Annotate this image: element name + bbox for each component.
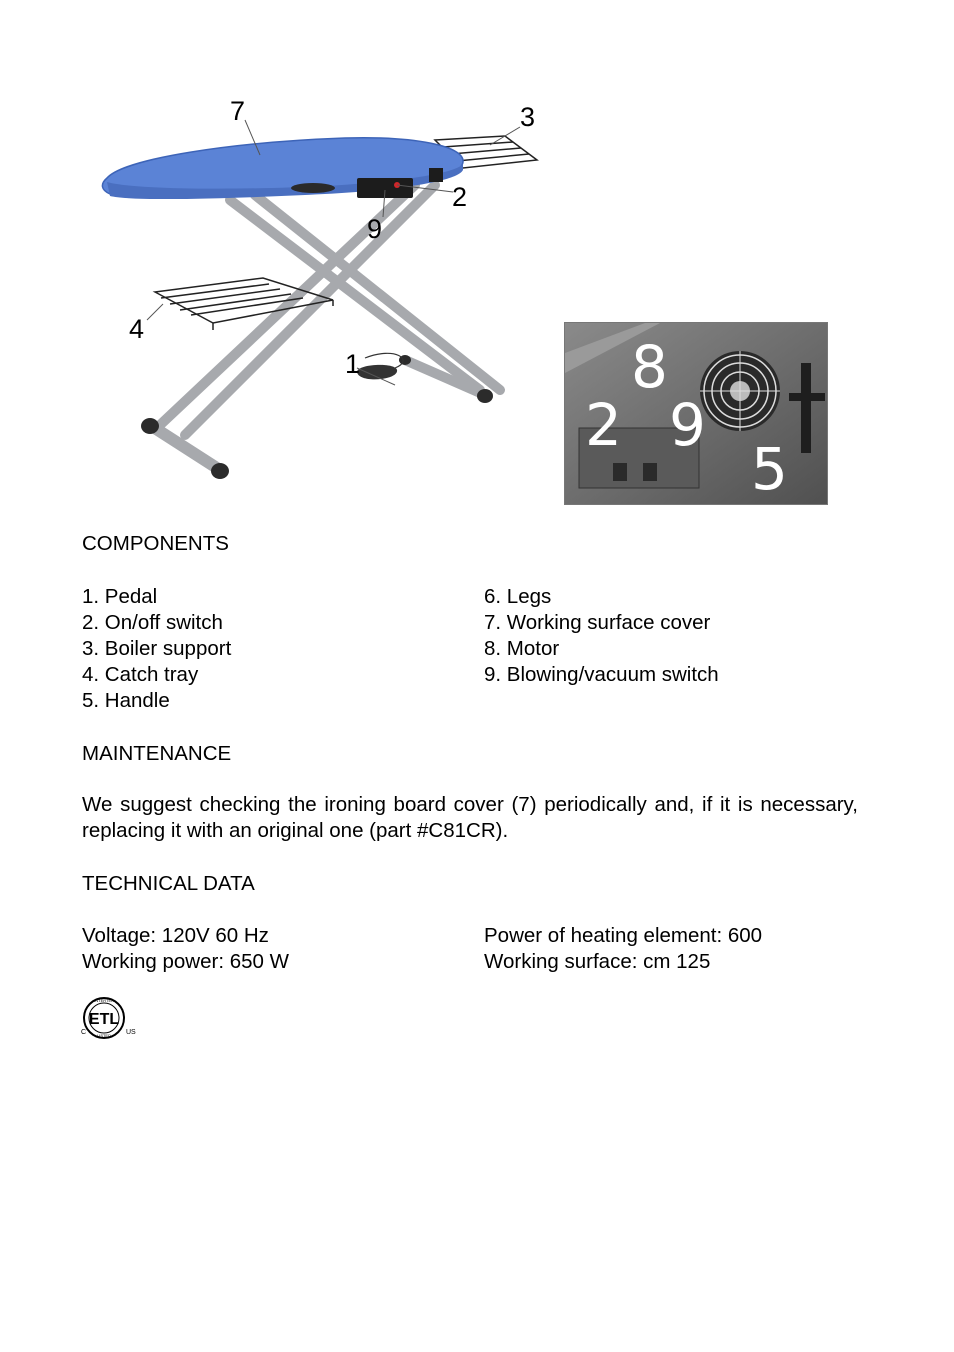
components-heading: COMPONENTS xyxy=(82,532,229,555)
svg-text:C: C xyxy=(81,1029,87,1036)
inset-callout-5: 5 xyxy=(751,435,788,503)
spec-item: Voltage: 120V 60 Hz xyxy=(82,924,269,947)
callout-7: 7 xyxy=(230,96,246,126)
spec-item: Working power: 650 W xyxy=(82,950,289,973)
callout-3: 3 xyxy=(520,102,536,132)
list-item: 2. On/off switch xyxy=(82,611,223,634)
list-item: 6. Legs xyxy=(484,585,552,608)
list-item: 1. Pedal xyxy=(82,585,158,608)
maintenance-heading: MAINTENANCE xyxy=(82,742,232,765)
underside-detail-photo xyxy=(564,322,828,505)
spec-item: Power of heating element: 600 xyxy=(484,924,763,947)
feet xyxy=(141,355,493,479)
technical-heading: TECHNICAL DATA xyxy=(82,872,255,895)
list-item: 7. Working surface cover xyxy=(484,611,711,634)
components-list-left xyxy=(82,584,231,714)
callout-2: 2 xyxy=(452,182,468,212)
list-item: 5. Handle xyxy=(82,689,170,712)
list-item: 8. Motor xyxy=(484,637,560,660)
inset-callout-9: 9 xyxy=(669,391,706,459)
technical-list-right xyxy=(484,923,762,975)
svg-text:US: US xyxy=(126,1029,136,1036)
spec-item: Working surface: cm 125 xyxy=(484,950,711,973)
maintenance-text: We suggest checking the ironing board cover (7) periodically and, if it is necessary, replacing it with an original one (part #C81CR). xyxy=(82,793,858,842)
list-item: 9. Blowing/vacuum switch xyxy=(484,663,719,686)
ironing-board-photo xyxy=(95,90,555,490)
technical-list-left xyxy=(82,923,289,975)
svg-text:ETL: ETL xyxy=(88,1011,120,1028)
svg-text:LISTED: LISTED xyxy=(96,1033,112,1038)
legs xyxy=(160,185,500,435)
callout-1: 1 xyxy=(345,349,361,379)
list-item: 4. Catch tray xyxy=(82,663,199,686)
etl-listed-logo xyxy=(80,996,138,1040)
pedal xyxy=(357,353,403,379)
callout-4: 4 xyxy=(129,314,145,344)
inset-callout-2: 2 xyxy=(585,391,622,459)
inset-callout-8: 8 xyxy=(631,333,668,401)
list-item: 3. Boiler support xyxy=(82,637,232,660)
svg-text:INTERTEK: INTERTEK xyxy=(94,998,114,1003)
components-list-right xyxy=(484,584,719,688)
fan-icon xyxy=(700,351,780,431)
callout-9: 9 xyxy=(367,214,383,244)
